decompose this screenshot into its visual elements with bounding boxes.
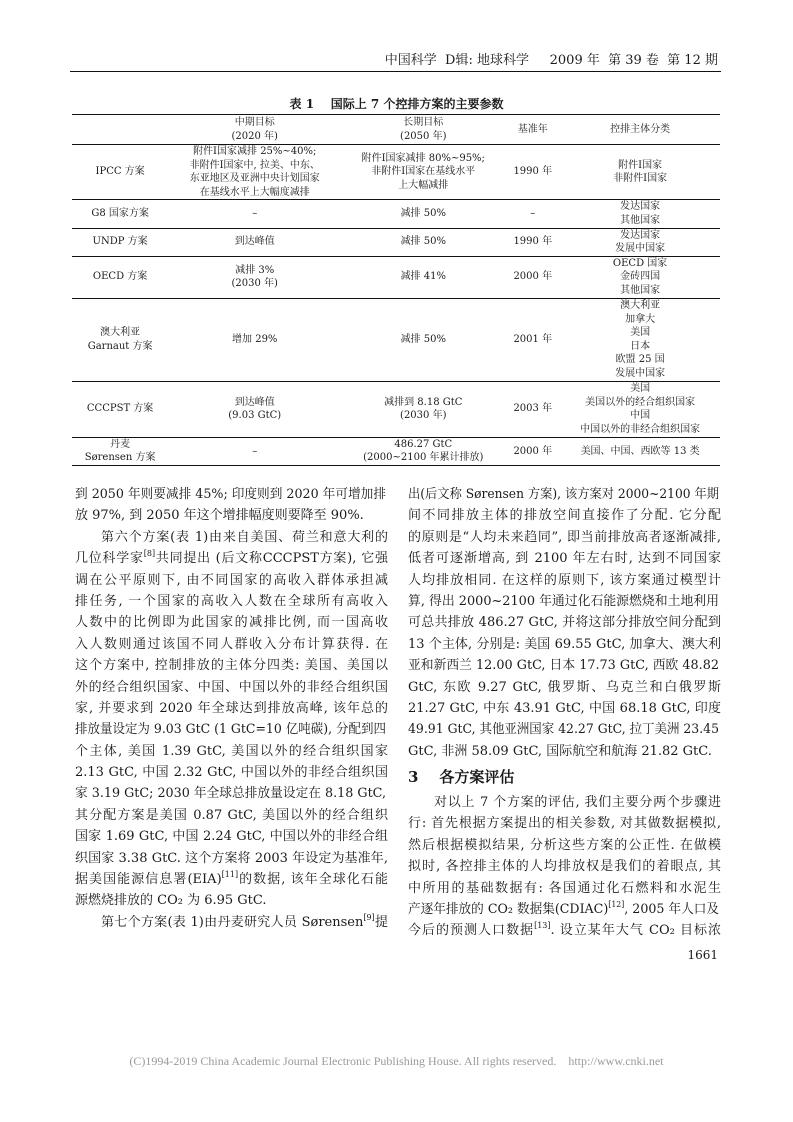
text-segment: 第七个方案(表 1)由丹麦研究人员 Sørensen — [101, 914, 364, 930]
cell-line: (2000~2100 年累计排放) — [363, 452, 484, 464]
cell-line: (2030 年) — [400, 410, 447, 422]
table-cell — [505, 145, 560, 200]
table-cell — [72, 381, 168, 437]
text-segment: 个主体, 美国 1.39 GtC, 美国以外的经合组织国家 — [75, 743, 388, 759]
table-cell — [505, 256, 560, 298]
cell-line: (9.03 GtC) — [228, 410, 282, 422]
text-segment: 的数据, 该年全球化石能 — [238, 872, 388, 888]
text-line — [75, 826, 388, 847]
table-cell — [505, 381, 560, 437]
cell-line: G8 国家方案 — [91, 208, 149, 220]
line-fit-wrapper — [408, 484, 719, 505]
text-line — [408, 505, 721, 526]
text-line — [75, 655, 388, 676]
text-segment: 今后的预测人口数据 — [408, 923, 535, 939]
text-segment: 行: 首先根据方案提出的相关参数, 对其做数据模拟, — [408, 816, 721, 832]
cell-line: – — [252, 445, 258, 457]
table-cell — [505, 200, 560, 228]
line-fit-wrapper — [75, 484, 386, 505]
cell-line: 2000 年 — [513, 445, 553, 457]
cell-line: 澳大利亚 — [100, 327, 141, 339]
text-segment: 21.27 GtC, 中东 43.91 GtC, 中国 68.18 GtC, 印度 — [408, 700, 721, 716]
line-fit-wrapper — [408, 899, 719, 920]
cell-line: 减排到 8.18 GtC — [384, 396, 463, 408]
text-line — [408, 612, 721, 633]
cell-line: 非附件Ⅰ国家中, 拉美、中东、 — [189, 159, 320, 171]
text-segment: 可总共排放 486.27 GtC, 并将这部分排放空间分配到 — [408, 615, 721, 631]
table-cell — [168, 298, 341, 381]
table-cell — [560, 200, 720, 228]
text-segment: 2.13 GtC, 中国 2.32 GtC, 中国以外的非经合组织国 — [75, 765, 388, 781]
line-fit-wrapper — [408, 655, 719, 676]
cell-line: 到达峰值 — [234, 396, 275, 408]
parameters-table — [72, 114, 720, 466]
cell-line: IPCC 方案 — [95, 166, 145, 178]
table-cell — [560, 437, 720, 465]
cell-line: 减排 41% — [400, 271, 446, 283]
table-cell — [505, 437, 560, 465]
text-segment: 算, 得出 2000~2100 年通过化石能源燃烧和土地利用 — [408, 593, 719, 609]
table-cell — [168, 145, 341, 200]
table-row — [72, 381, 720, 437]
text-line — [75, 805, 388, 826]
cell-line: 其他国家 — [620, 285, 661, 297]
text-segment: 亚和新西兰 12.00 GtC, 日本 17.73 GtC, 西欧 48.82 — [408, 658, 719, 674]
text-line — [408, 484, 721, 505]
cell-line: – — [252, 208, 258, 220]
text-segment: 人数中的比例即为此国家的减排比例, 而一国高收 — [75, 615, 388, 631]
text-line — [408, 741, 721, 762]
section-heading: 3 各方案评估 — [408, 768, 515, 787]
text-line — [75, 505, 388, 526]
cell-line: 1990 年 — [513, 236, 553, 248]
text-segment: 几位科学家 — [75, 551, 144, 567]
text-line — [408, 719, 721, 740]
text-segment: 人均排放相同. 在这样的原则下, 该方案通过模型计 — [408, 572, 721, 588]
cell-line: 金砖四国 — [620, 271, 661, 283]
cell-line: 发达国家 — [620, 229, 661, 241]
right-text-column — [408, 484, 721, 942]
text-segment: 13 个主体, 分别是: 美国 69.55 GtC, 加拿大、澳大利 — [408, 636, 721, 652]
text-segment: 第六个方案(表 1)由来自美国、荷兰和意大利的 — [101, 529, 388, 545]
table-cell — [341, 256, 505, 298]
text-line — [75, 869, 388, 890]
cell-line: 2003 年 — [513, 403, 553, 415]
text-segment: , 2005 年人口及 — [624, 902, 719, 918]
cell-line: 美国以外的经合组织国家 — [585, 396, 696, 408]
text-line — [75, 912, 388, 933]
column-header — [168, 115, 341, 145]
text-segment: 源燃烧排放的 CO₂ 为 6.95 GtC. — [75, 893, 267, 909]
text-segment: 对以上 7 个方案的评估, 我们主要分两个步骤进 — [434, 795, 721, 811]
cell-line: 美国 — [630, 327, 651, 339]
column-header-line: 中期目标 — [234, 116, 275, 128]
cell-line: 非附件Ⅰ国家 — [613, 173, 668, 185]
copyright-footer: (C)1994-2019 China Academic Journal Electronic Publishing House. All rights reserved. http://www.cnki.net — [129, 1054, 664, 1068]
text-line — [75, 741, 388, 762]
text-segment: 排任务, 一个国家的高收入人数在全球所有高收入 — [75, 593, 388, 609]
citation-ref: [13] — [534, 921, 551, 931]
column-header — [341, 115, 505, 145]
cell-line: 增加 29% — [232, 333, 278, 345]
cell-line: 减排 3% — [235, 264, 275, 276]
table-row — [72, 145, 720, 200]
table-cell — [560, 228, 720, 256]
cell-line: 减排 50% — [400, 236, 446, 248]
line-fit-wrapper — [75, 719, 386, 740]
cell-line: 澳大利亚 — [620, 299, 661, 311]
cell-line: 加拿大 — [625, 313, 656, 325]
text-segment: 的原则是“人均未来趋同”, 即当前排放高者逐渐减排, — [408, 529, 721, 545]
cell-line: 到达峰值 — [234, 236, 275, 248]
table-cell — [341, 298, 505, 381]
cell-line: 上大幅减排 — [398, 179, 449, 191]
text-segment: 提 — [374, 914, 388, 930]
text-line — [408, 878, 721, 899]
text-segment: 到 2050 年则要减排 45%; 印度则到 2020 年可增加排 — [75, 487, 386, 502]
left-text-column — [75, 484, 388, 933]
text-segment: 共同提出 (后文称CCCPST方案), 它强 — [155, 551, 388, 567]
table-cell — [341, 381, 505, 437]
text-line — [408, 835, 721, 856]
running-header: 中国科学 D辑: 地球科学 2009 年 第 39 卷 第 12 期 — [384, 53, 718, 68]
cell-line: OECD 方案 — [92, 271, 148, 283]
text-line — [75, 677, 388, 698]
cell-line: Sørensen 方案 — [84, 452, 156, 464]
table-cell — [168, 256, 341, 298]
column-header — [72, 115, 168, 145]
table-row — [72, 298, 720, 381]
text-segment: 织国家 3.38 GtC. 这个方案将 2003 年设定为基准年, — [75, 850, 388, 866]
table-cell — [72, 145, 168, 200]
text-segment: 这个方案中, 控制排放的主体分四类: 美国、美国以 — [75, 658, 388, 674]
text-segment: 家 3.19 GtC; 2030 年全球总排放量设定在 8.18 GtC, — [75, 786, 386, 802]
text-line — [408, 792, 721, 813]
cell-line: 附件Ⅰ国家减排 80%~95%; — [361, 152, 485, 164]
table-cell — [72, 298, 168, 381]
table-row — [72, 256, 720, 298]
citation-ref: [11] — [221, 870, 239, 880]
text-line — [408, 899, 721, 920]
line-fit-wrapper — [408, 591, 719, 612]
column-header-line: 控排主体分类 — [610, 123, 671, 135]
text-line — [408, 813, 721, 834]
table-cell — [560, 298, 720, 381]
table-cell — [560, 145, 720, 200]
text-segment: 据美国能源信息署(EIA) — [75, 872, 222, 888]
text-line — [75, 527, 388, 548]
cell-line: 美国、中国、西欧等 13 类 — [580, 445, 700, 457]
text-segment: 49.91 GtC, 其他亚洲国家 42.27 GtC, 拉丁美洲 23.45 — [408, 722, 719, 738]
table-cell — [505, 298, 560, 381]
table-row — [72, 200, 720, 228]
text-segment: 间不同排放主体的排放空间直接作了分配. 它分配 — [408, 508, 721, 524]
text-line — [75, 548, 388, 569]
table-cell — [72, 256, 168, 298]
cell-line: OECD 国家 — [612, 257, 668, 269]
text-line — [75, 762, 388, 783]
table-cell — [72, 200, 168, 228]
text-segment: 外的经合组织国家、中国、中国以外的非经合组织国 — [75, 679, 388, 695]
cell-line: 在基线水平上大幅度减排 — [199, 186, 310, 198]
table-cell — [341, 200, 505, 228]
text-line — [75, 612, 388, 633]
text-segment: 家, 并要求到 2020 年全球达到排放高峰, 该年总的 — [75, 700, 388, 716]
text-line — [408, 856, 721, 877]
text-line — [75, 484, 388, 505]
text-line — [408, 677, 721, 698]
cell-line: 欧盟 25 国 — [615, 354, 665, 366]
table-cell — [341, 145, 505, 200]
text-segment: 排放量设定为 9.03 GtC (1 GtC=10 亿吨碳), 分配到四 — [75, 722, 386, 738]
text-segment: 中所用的基础数据有: 各国通过化石燃料和水泥生 — [408, 880, 721, 896]
text-line — [75, 783, 388, 804]
text-line — [75, 848, 388, 869]
text-line — [408, 548, 721, 569]
cell-line: 附件Ⅰ国家减排 25%~40%; — [193, 146, 317, 157]
text-segment: 低者可逐渐增高, 到 2100 年左右时, 达到不同国家 — [408, 551, 721, 567]
cell-line: 发展中国家 — [615, 367, 666, 379]
text-segment: 放 97%, 到 2050 年这个增排幅度则要降至 90%. — [75, 508, 364, 524]
cell-line: UNDP 方案 — [92, 236, 148, 248]
cell-line: 减排 50% — [400, 208, 446, 220]
text-segment: 出(后文称 Sørensen 方案), 该方案对 2000~2100 年期 — [408, 487, 719, 502]
cell-line: 附件Ⅰ国家 — [618, 159, 663, 171]
cell-line: 其他国家 — [620, 214, 661, 226]
cell-line: 东亚地区及亚洲中央计划国家 — [189, 173, 320, 185]
citation-ref: [8] — [143, 549, 156, 559]
cell-line: 发展中国家 — [615, 243, 666, 255]
column-header-line: 长期目标 — [403, 116, 444, 128]
table-cell — [168, 228, 341, 256]
text-line — [408, 655, 721, 676]
column-header — [560, 115, 720, 145]
cell-line: 中国 — [630, 410, 651, 422]
cell-line: 日本 — [630, 340, 651, 352]
cell-line: 非附件Ⅰ国家在基线水平 — [371, 166, 476, 178]
line-fit-wrapper — [408, 719, 719, 740]
table-header-row — [72, 115, 720, 145]
text-line — [408, 698, 721, 719]
table-row — [72, 228, 720, 256]
text-segment: 调在公平原则下, 由不同国家的高收入群体承担减 — [75, 572, 388, 588]
table-cell — [560, 256, 720, 298]
cell-line: 美国 — [630, 383, 651, 395]
text-line — [408, 527, 721, 548]
text-segment: 拟时, 各控排主体的人均排放权是我们的着眼点, 其 — [408, 859, 721, 875]
text-segment: 入人数则通过该国不同人群收入分布计算获得. 在 — [75, 636, 388, 652]
text-line — [408, 570, 721, 591]
cell-line: 中国以外的非经合组织国家 — [580, 423, 701, 435]
citation-ref: [12] — [608, 900, 625, 910]
column-header-line: (2050 年) — [400, 130, 447, 142]
table-row — [72, 437, 720, 465]
table-cell — [72, 228, 168, 256]
cell-line: 1990 年 — [513, 166, 553, 178]
cell-line: – — [530, 208, 536, 220]
table-cell — [168, 200, 341, 228]
text-line — [75, 570, 388, 591]
text-line — [75, 591, 388, 612]
cell-line: 2000 年 — [513, 271, 553, 283]
text-segment: 国家 1.69 GtC, 中国 2.24 GtC, 中国以外的非经合组 — [75, 829, 388, 845]
header-rule — [70, 71, 721, 72]
line-fit-wrapper — [75, 783, 386, 804]
column-header-line: 基准年 — [517, 123, 548, 135]
text-segment: 然后根据模拟结果, 分析这些方案的公正性. 在做模 — [408, 837, 721, 853]
table-cell — [505, 228, 560, 256]
cell-line: 发达国家 — [620, 201, 661, 213]
cell-line: (2030 年) — [231, 278, 278, 290]
text-segment: GtC, 东欧 9.27 GtC, 俄罗斯、乌克兰和白俄罗斯 — [408, 679, 721, 695]
citation-ref: [9] — [363, 912, 375, 922]
text-line — [75, 634, 388, 655]
text-line — [75, 890, 388, 911]
cell-line: 2001 年 — [513, 333, 553, 345]
column-header — [505, 115, 560, 145]
table-cell — [168, 381, 341, 437]
text-line — [75, 719, 388, 740]
table-cell — [341, 228, 505, 256]
text-segment: . 设立某年大气 CO₂ 目标浓 — [550, 923, 721, 939]
text-line — [408, 920, 721, 941]
text-segment: 其分配方案是美国 0.87 GtC, 美国以外的经合组织 — [75, 807, 388, 823]
cell-line: 486.27 GtC — [394, 438, 453, 450]
table-cell — [341, 437, 505, 465]
cell-line: CCCPST 方案 — [86, 403, 154, 415]
column-header-line: (2020 年) — [231, 130, 278, 142]
text-line — [75, 698, 388, 719]
cell-line: 丹麦 — [110, 438, 131, 450]
text-segment: GtC, 非洲 58.09 GtC, 国际航空和航海 21.82 GtC. — [408, 743, 712, 759]
text-line — [408, 634, 721, 655]
text-line — [408, 591, 721, 612]
cell-line: 减排 50% — [400, 333, 446, 345]
cell-line: Garnaut 方案 — [87, 340, 153, 352]
table-cell — [72, 437, 168, 465]
table-cell — [560, 381, 720, 437]
text-segment: 产逐年排放的 CO₂ 数据集(CDIAC) — [408, 902, 609, 918]
table-cell — [168, 437, 341, 465]
page-number: 1661 — [687, 948, 718, 962]
table-caption: 表 1 国际上 7 个控排方案的主要参数 — [289, 97, 504, 111]
